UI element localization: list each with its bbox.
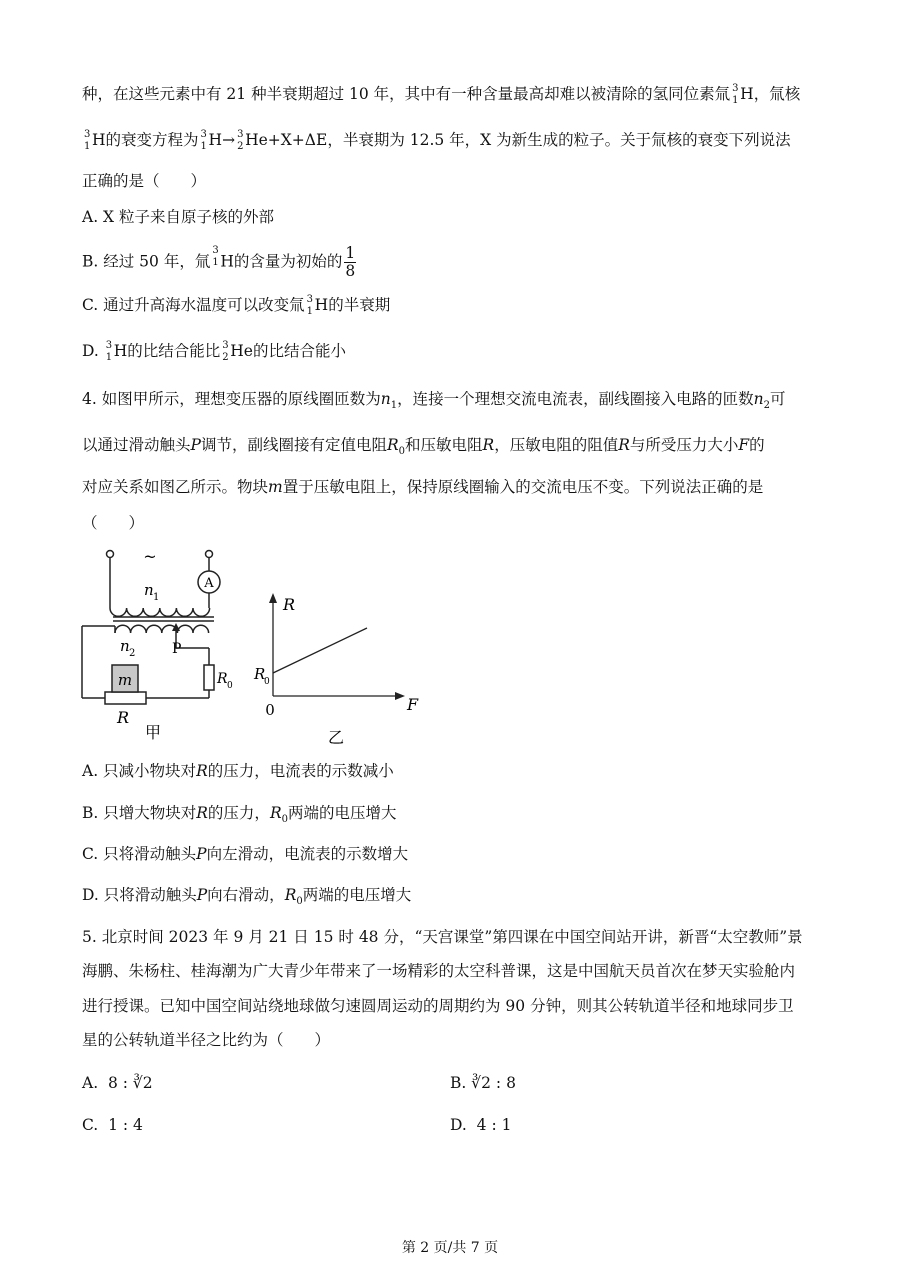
svg-text:P: P bbox=[172, 641, 182, 657]
ammeter-label: A bbox=[204, 576, 214, 591]
caption-jia: 甲 bbox=[144, 723, 162, 742]
q4-option-d[interactable]: D. 只将滑动触头P向右滑动，$R_0$两端的电压增大 bbox=[82, 886, 412, 907]
svg-text:0: 0 bbox=[265, 701, 275, 719]
svg-text:1: 1 bbox=[153, 592, 160, 603]
svg-text:0: 0 bbox=[264, 677, 270, 687]
q5-option-c[interactable]: C. 1 : 4 bbox=[82, 1116, 143, 1134]
q5-stem-line-2: 海鹏、朱杨柱、桂海潮为广大青少年带来了一场精彩的太空科普课，这是中国航天员首次在梦天实验舱内 bbox=[82, 962, 796, 980]
resistor-r0 bbox=[204, 665, 214, 690]
svg-text:R: R bbox=[217, 671, 228, 687]
svg-text:0: 0 bbox=[227, 681, 233, 691]
q5-stem-line-3: 进行授课。已知中国空间站绕地球做匀速圆周运动的周期约为 90 分钟，则其公转轨道半径和地球同步卫 bbox=[82, 997, 794, 1015]
q5-option-d[interactable]: D. 4 : 1 bbox=[450, 1116, 512, 1134]
q3-option-b[interactable]: B. 经过 50 年，氚 3 1 H的含量为初始的 $\frac{1}{8}$ bbox=[82, 244, 356, 280]
primary-coil bbox=[110, 608, 210, 616]
slider-arrow-icon bbox=[172, 623, 180, 631]
caption-yi: 乙 bbox=[327, 728, 345, 747]
q5-stem-line-4: 星的公转轨道半径之比约为（ ） bbox=[82, 1031, 331, 1049]
y-axis-arrow-icon bbox=[269, 593, 277, 603]
q4-option-b[interactable]: B. 只增大物块对R的压力，$R_0$两端的电压增大 bbox=[82, 804, 397, 825]
q4-option-a[interactable]: A. 只减小物块对R的压力，电流表的示数减小 bbox=[82, 762, 394, 780]
svg-text:m: m bbox=[117, 671, 133, 689]
q3-stem-line-3: 正确的是（ ） bbox=[82, 172, 207, 190]
q3-option-a[interactable]: A. X 粒子来自原子核的外部 bbox=[82, 208, 275, 226]
q4-option-c[interactable]: C. 只将滑动触头P向左滑动，电流表的示数增大 bbox=[82, 845, 409, 863]
q4-stem-line-1: 4. 如图甲所示，理想变压器的原线圈匝数为$n_1$，连接一个理想交流电流表，副线圈接入电路的匝数$n_2$可 bbox=[82, 390, 786, 411]
terminal-left bbox=[107, 551, 114, 558]
page-footer: 第 2 页/共 7 页 bbox=[401, 1240, 499, 1256]
q5-option-b[interactable]: B. ∛2 : 8 bbox=[450, 1074, 516, 1092]
q3-stem-line-2: 3 1 H的衰变方程为 3 1 H→ 3 2 He+X+ΔE，半衰期为 12.5 年，X 为新生成的粒子。关于氚核的衰变下列说法 bbox=[84, 129, 791, 152]
fraction-one-eighth: $\frac{1}{8}$ bbox=[345, 244, 356, 280]
q3-option-d[interactable]: D. 3 1 H的比结合能比 3 2 He的比结合能小 bbox=[82, 340, 346, 363]
q4-stem-line-4: （ ） bbox=[82, 514, 145, 532]
q3-stem-line-1: 种，在这些元素中有 21 种半衰期超过 10 年，其中有一种含量最高却难以被清除的氢同位素氚 3 1 H，氚核 bbox=[82, 83, 801, 106]
svg-text:R: R bbox=[283, 595, 296, 614]
secondary-coil bbox=[115, 625, 209, 633]
q5-option-a[interactable]: A. 8 : ∛2 bbox=[82, 1074, 153, 1092]
q4-stem-line-3: 对应关系如图乙所示。物块m置于压敏电阻上，保持原线圈输入的交流电压不变。下列说法正确的是 bbox=[82, 478, 764, 496]
q5-stem-line-1: 5. 北京时间 2023 年 9 月 21 日 15 时 48 分，“天宫课堂”第四课在中国空间站开讲，新晋“太空教师”景 bbox=[82, 928, 803, 946]
svg-text:n: n bbox=[120, 637, 130, 655]
svg-text:R: R bbox=[116, 708, 130, 727]
ac-tilde: ~ bbox=[143, 547, 157, 566]
figure-yi-graph bbox=[250, 588, 425, 748]
q3-option-c[interactable]: C. 通过升高海水温度可以改变氚 3 1 H的半衰期 bbox=[82, 294, 391, 317]
graph-line bbox=[273, 628, 367, 673]
svg-text:F: F bbox=[407, 695, 419, 714]
q4-stem-line-2: 以通过滑动触头P调节，副线圈接有定值电阻$R_0$和压敏电阻R，压敏电阻的阻值R与所受压力大小F的 bbox=[82, 436, 765, 457]
pressure-resistor-r bbox=[105, 692, 146, 704]
svg-text:2: 2 bbox=[129, 648, 136, 659]
svg-text:R: R bbox=[254, 665, 266, 683]
x-axis-arrow-icon bbox=[395, 692, 405, 700]
decay-equation: H→ 3 2 He+X+ΔE bbox=[208, 129, 328, 152]
terminal-right bbox=[206, 551, 213, 558]
svg-text:n: n bbox=[144, 581, 154, 599]
figure-jia-circuit bbox=[78, 545, 238, 745]
